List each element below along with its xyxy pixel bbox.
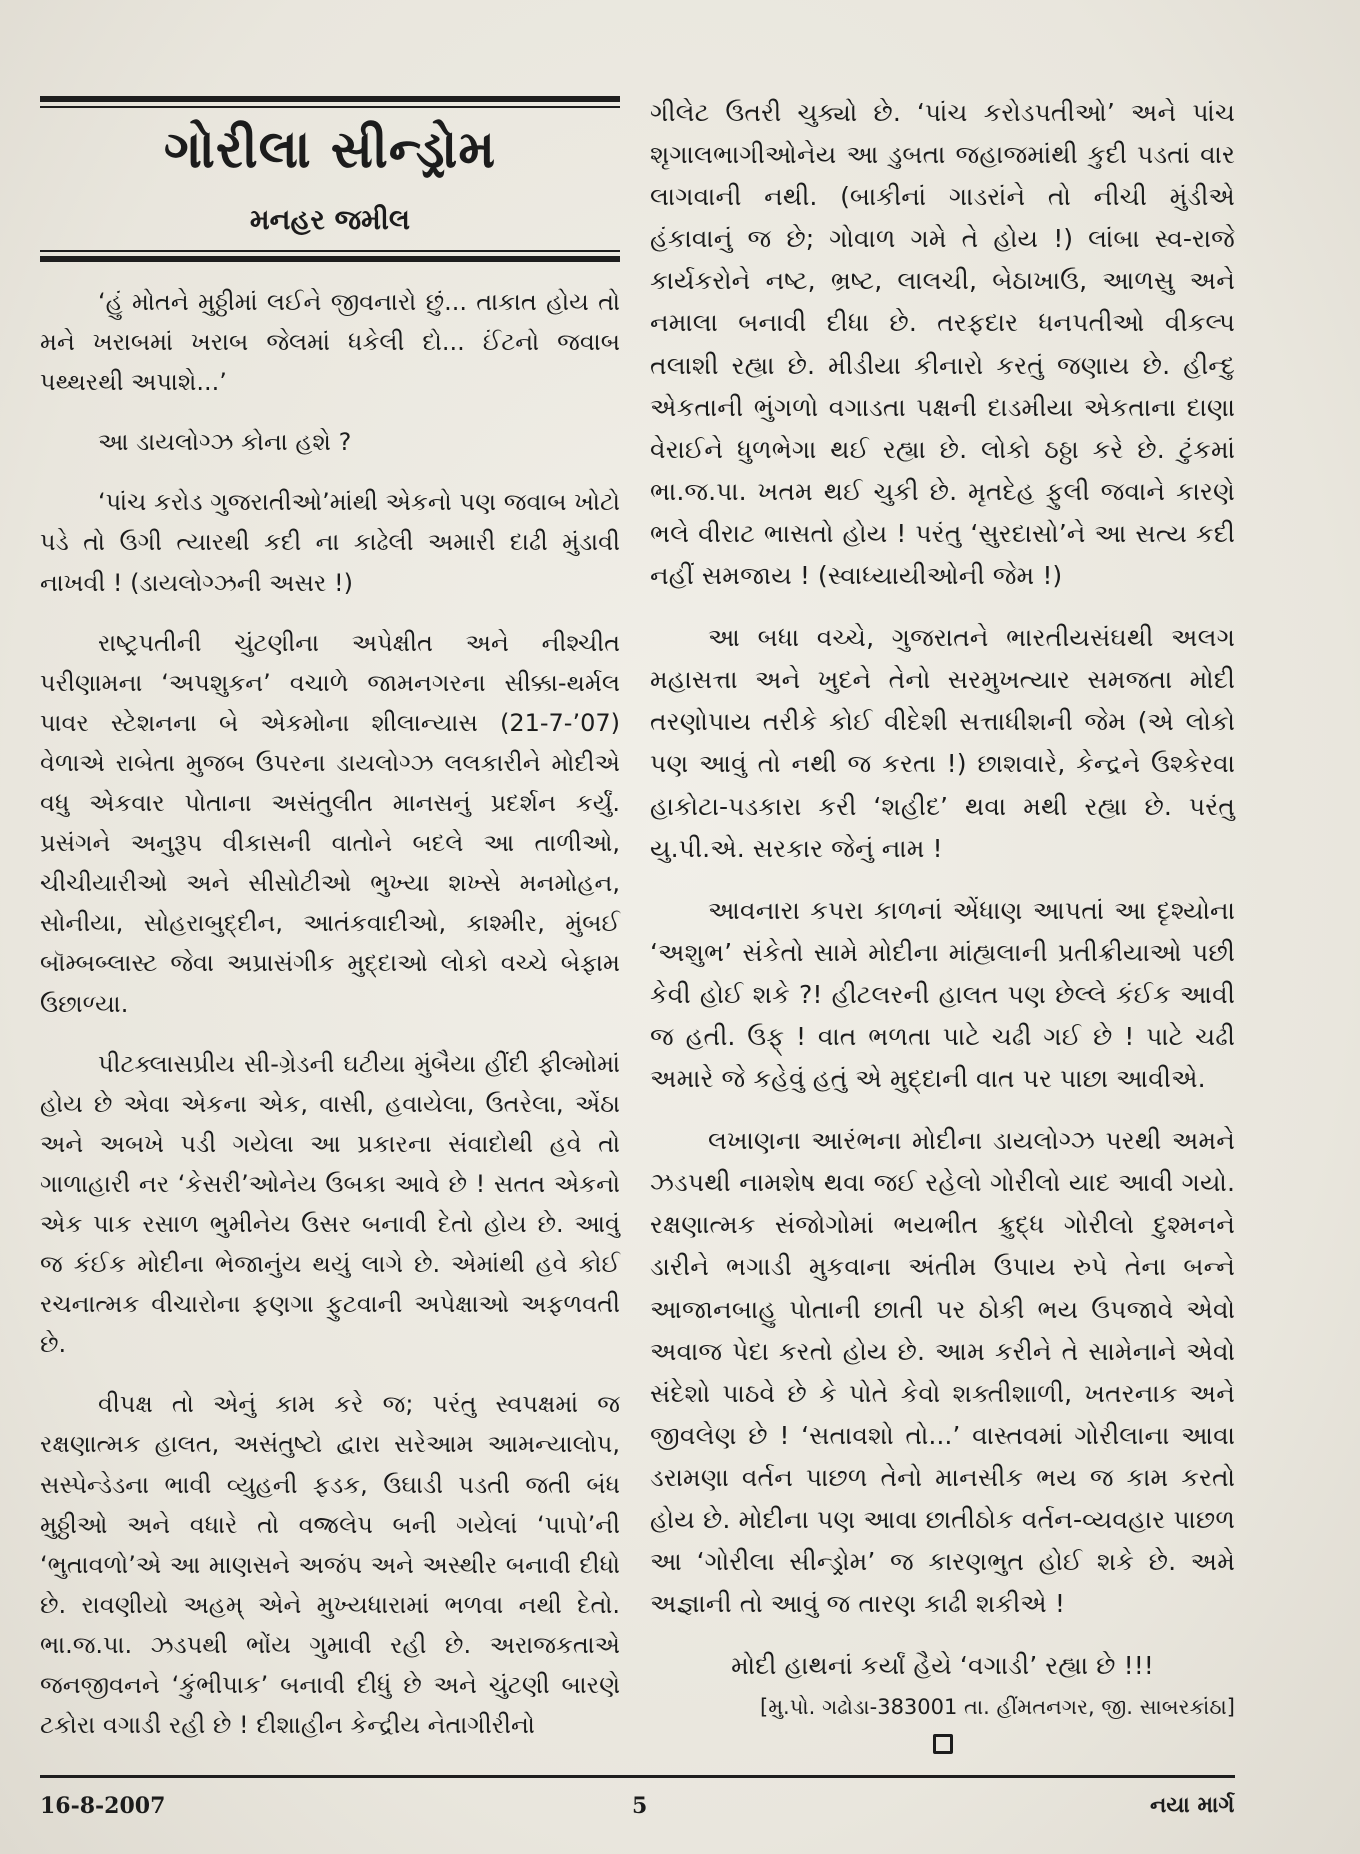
title-top-thin-rule [40, 106, 620, 108]
paragraph: ગીલેટ ઉતરી ચુક્યો છે. ‘પાંચ કરોડપતીઓ’ અને પાંચ શૃગાલભાગીઓનેય આ ડુબતા જહાજમાંથી કુદી પડતાં વાર લાગવાની નથી. (બાકીનાં ગાડરાંને તો નીચી મુંડીએ હંકાવાનું જ છે; ગોવાળ ગમે તે હોય !) લાંબા સ્વ-રાજે કાર્યકરોને નષ્ટ, ભ્રષ્ટ, લાલચી, બેઠાખાઉ, આળસુ અને નમાલા બનાવી દીધા છે. તરફદાર ધનપતીઓ વીકલ્પ તલાશી રહ્યા છે. મીડીયા કીનારો કરતું જણાય છે. હીન્દુ એકતાની ભુંગળો વગાડતા પક્ષની દાડમીયા એકતાના દાણા વેરાઈને ધુળભેગા થઈ રહ્યા છે. લોકો ઠઠ્ઠા કરે છે. ટુંકમાં ભા.જ.પા. ખતમ થઈ ચુકી છે. મૃતદેહ ફુલી જવાને કારણે ભલે વીરાટ ભાસતો હોય ! પરંતુ ‘સુરદાસો’ને આ સત્ય કદી નહીં સમજાય ! (સ્વાધ્યાયીઓની જેમ !) [650, 98, 1235, 591]
paragraph: લખાણના આરંભના મોદીના ડાયલોગ્ઝ પરથી અમને ઝડપથી નામશેષ થવા જઈ રહેલો ગોરીલો યાદ આવી ગયો. રક્ષણાત્મક સંજોગોમાં ભયભીત ક્રુદ્ધ ગોરીલો દુશ્મનને ડારીને ભગાડી મુકવાના અંતીમ ઉપાય રુપે તેના બન્ને આજાનબાહુ પોતાની છાતી પર ઠોકી ભય ઉપજાવે એવો અવાજ પેદા કરતો હોય છે. આમ કરીને તે સામેનાને એવો સંદેશો પાઠવે છે કે પોતે કેવો શક્તીશાળી, ખતરનાક અને જીવલેણ છે ! ‘સતાવશો તો...’ વાસ્તવમાં ગોરીલાના આવા ડરામણા વર્તન પાછળ તેનો માનસીક ભય જ કામ કરતો હોય છે. મોદીના પણ આવા છાતીઠોક વર્તન-વ્યવહાર પાછળ આ ‘ગોરીલા સીન્ડ્રોમ’ જ કારણભુત હોઈ શકે છે. અમે અજ્ઞાની તો આવું જ તારણ કાઢી શકીએ ! [650, 1126, 1235, 1619]
paragraph: ‘હું મોતને મુઠ્ઠીમાં લઈને જીવનારો છું... તાકાત હોય તો મને ખરાબમાં ખરાબ જેલમાં ધકેલી દો... ઈંટનો જવાબ પથ્થરથી અપાશે...’ [40, 288, 620, 397]
footer-date: 16-8-2007 [40, 1793, 166, 1819]
footer-publication: નયા માર્ગ [1150, 1793, 1235, 1818]
end-of-article-box-icon [933, 1734, 953, 1754]
paragraph: આવનારા કપરા કાળનાં એંધાણ આપતાં આ દૃશ્યોના ‘અશુભ’ સંકેતો સામે મોદીના માંહ્યલાની પ્રતીક્રીયાઓ પછી કેવી હોઈ શકે ?! હીટલરની હાલત પણ છેલ્લે કંઈક આવી જ હતી. ઉફ્ ! વાત ભળતા પાટે ચઢી ગઈ છે ! પાટે ચઢી અમારે જે કહેવું હતું એ મુદ્દાની વાત પર પાછા આવીએ. [650, 895, 1235, 1094]
article-author: મનહર જમીલ [249, 203, 411, 236]
paragraph: પીટક્લાસપ્રીય સી-ગ્રેડની ઘટીયા મુંબૈયા હીંદી ફીલ્મોમાં હોય છે એવા એકના એક, વાસી, હવાયેલા, ઉતરેલા, એંઠા અને અબખે પડી ગયેલા આ પ્રકારના સંવાદોથી હવે તો ગાળાહારી નર ‘કેસરી’ઓનેય ઉબકા આવે છે ! સતત એકનો એક પાક રસાળ ભુમીનેય ઉસર બનાવી દેતો હોય છે. આવું જ કંઈક મોદીના ભેજાનુંય થયું લાગે છે. એમાંથી હવે કોઈ રચનાત્મક વીચારોના ફણગા ફુટવાની અપેક્ષાઓ અફળવતી છે. [40, 1049, 620, 1359]
paragraph: આ બધા વચ્ચે, ગુજરાતને ભારતીયસંઘથી અલગ મહાસત્તા અને ખુદને તેનો સરમુખત્યાર સમજતા મોદી તરણોપાય તરીકે કોઈ વીદેશી સત્તાધીશની જેમ (એ લોકો પણ આવું તો નથી જ કરતા !) છાશવારે, કેન્દ્રને ઉશ્કેરવા હાકોટા-પડકારા કરી ‘શહીદ’ થવા મથી રહ્યા છે. પરંતુ યુ.પી.એ. સરકાર જેનું નામ ! [650, 623, 1235, 863]
author-address: [મુ.પો. ગઢોડા-383001 તા. હીંમતનગર, જી. સાબરકાંઠા] [760, 1695, 1235, 1720]
paragraph: આ ડાયલોગ્ઝ કોના હશે ? [98, 428, 352, 457]
footer-page-number: 5 [632, 1793, 648, 1819]
left-column [40, 282, 620, 1745]
title-top-rule [40, 96, 620, 102]
closing-line: મોદી હાથનાં કર્યાં હૈયે ‘વગાડી’ રહ્યા છે !!! [731, 1651, 1154, 1681]
article-title: ગોરીલા સીન્ડ્રોમ [163, 120, 497, 180]
footer-rule [40, 1775, 1235, 1778]
paragraph: વીપક્ષ તો એનું કામ કરે જ; પરંતુ સ્વપક્ષમાં જ રક્ષણાત્મક હાલત, અસંતુષ્ટો દ્વારા સરેઆમ આમન્યાલોપ, સસ્પેન્ડેડના ભાવી વ્યુહની ફડક, ઉઘાડી પડતી જતી બંધ મુઠ્ઠીઓ અને વધારે તો વજ્રલેપ બની ગયેલાં ‘પાપો’ની ‘ભુતાવળો’એ આ માણસને અજંપ અને અસ્થીર બનાવી દીધો છે. રાવણીયો અહમ્ એને મુખ્યધારામાં ભળવા નથી દેતો. ભા.જ.પા. ઝડપથી ભોંય ગુમાવી રહી છે. અરાજકતાએ જનજીવનને ‘કુંભીપાક’ બનાવી દીધું છે અને ચુંટણી બારણે ટકોરા વગાડી રહી છે ! દીશાહીન કેન્દ્રીય નેતાગીરીનો [40, 1390, 620, 1740]
title-bottom-thin-rule [40, 250, 620, 252]
title-bottom-rule [40, 256, 620, 262]
paragraph: રાષ્ટ્રપતીની ચુંટણીના અપેક્ષીત અને નીશ્ચીત પરીણામના ‘અપશુકન’ વચાળે જામનગરના સીક્કા-થર્મલ પાવર સ્ટેશનના બે એકમોના શીલાન્યાસ (21-7-’07) વેળાએ રાબેતા મુજબ ઉપરના ડાયલોગ્ઝ લલકારીને મોદીએ વધુ એકવાર પોતાના અસંતુલીત માનસનું પ્રદર્શન કર્યું. પ્રસંગને અનુરૂપ વીકાસની વાતોને બદલે આ તાળીઓ, ચીચીયારીઓ અને સીસોટીઓ ભુખ્યા શખ્સે મનમોહન, સોનીયા, સોહરાબુદ્દીન, આતંકવાદીઓ, કાશ્મીર, મુંબઈ બૉમ્બબ્લાસ્ટ જેવા અપ્રાસંગીક મુદ્દાઓ લોકો વચ્ચે બેફામ ઉછાળ્યા. [40, 628, 620, 1018]
right-column [650, 92, 1235, 1754]
paragraph: ‘પાંચ કરોડ ગુજરાતીઓ’માંથી એકનો પણ જવાબ ખોટો પડે તો ઉગી ત્યારથી કદી ના કાઢેલી અમારી દાઢી મુંડાવી નાખવી ! (ડાયલોગ્ઝની અસર !) [40, 488, 620, 597]
